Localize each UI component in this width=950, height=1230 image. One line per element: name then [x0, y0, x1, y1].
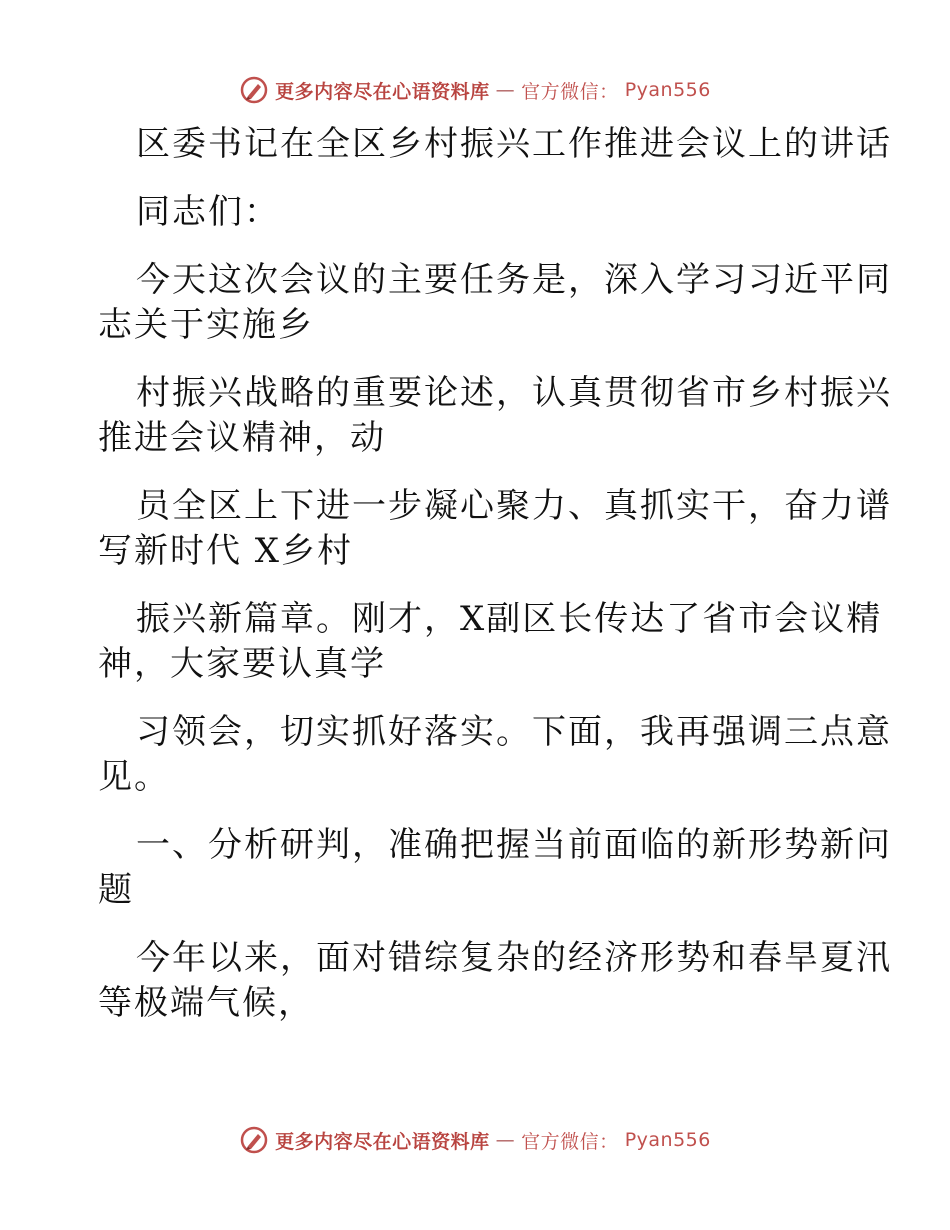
footer-watermark [0, 1120, 950, 1160]
paragraph-line: 推进会议精神，动 [98, 418, 386, 458]
paragraph-line: 写新时代 X乡村 [98, 531, 354, 571]
paragraph-line: 今天这次会议的主要任务是，深入学习习近平同 [136, 260, 892, 300]
watermark-wechat-label: 官方微信： [521, 80, 619, 103]
watermark-separator: — [495, 79, 516, 101]
paragraph-line: 今年以来，面对错综复杂的经济形势和春旱夏汛 [136, 938, 892, 978]
section-heading-continued: 题 [98, 870, 134, 910]
watermark-separator: — [495, 1129, 516, 1151]
watermark-brand: 更多内容尽在心语资料库 [275, 80, 490, 103]
header-watermark [0, 70, 950, 110]
watermark-wechat-account: Pyan556 [624, 1129, 711, 1151]
watermark-wechat-account: Pyan556 [624, 79, 711, 101]
paragraph-line: 见。 [98, 757, 170, 797]
paragraph-line: 等极端气候， [98, 983, 314, 1023]
watermark-brand: 更多内容尽在心语资料库 [275, 1130, 490, 1153]
paragraph-line: 神，大家要认真学 [98, 644, 386, 684]
salutation: 同志们： [136, 192, 280, 232]
document-title: 区委书记在全区乡村振兴工作推进会议上的讲话 [136, 124, 892, 164]
paragraph-line: 志关于实施乡 [98, 305, 314, 345]
paragraph-line: 习领会，切实抓好落实。下面，我再强调三点意 [136, 712, 892, 752]
pen-seal-icon [239, 75, 269, 105]
paragraph-line: 村振兴战略的重要论述，认真贯彻省市乡村振兴 [136, 373, 892, 413]
pen-seal-icon [239, 1125, 269, 1155]
paragraph-line: 振兴新篇章。刚才，X副区长传达了省市会议精 [136, 599, 883, 639]
watermark-wechat-label: 官方微信： [521, 1130, 619, 1153]
document-body [98, 122, 892, 1026]
section-heading: 一、分析研判，准确把握当前面临的新形势新问 [136, 825, 892, 865]
paragraph-line: 员全区上下进一步凝心聚力、真抓实干，奋力谱 [136, 486, 892, 526]
